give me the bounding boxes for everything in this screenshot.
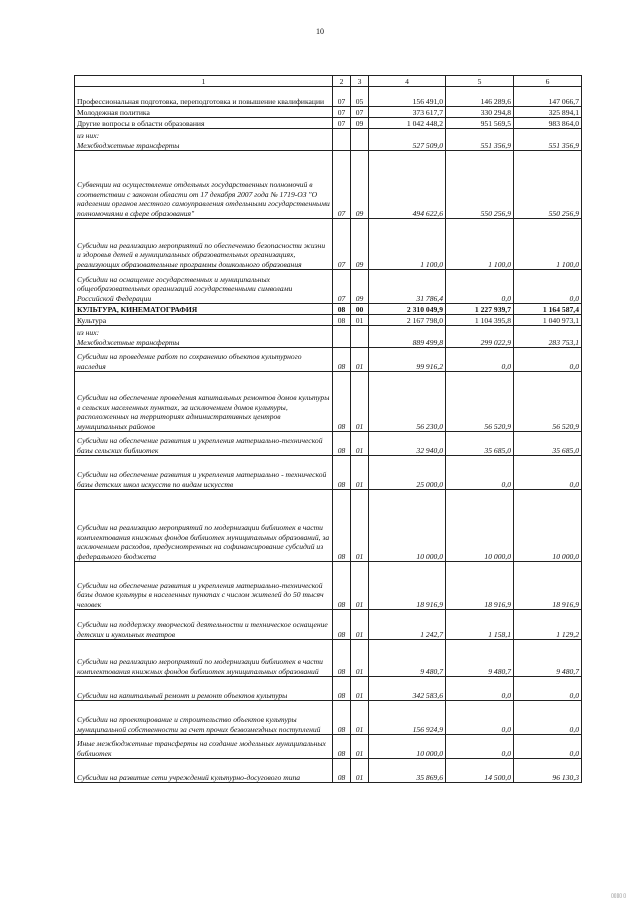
cell-name: Субсидии на реализацию мероприятий по обеспечению безопасности жизни и здоровья детей в муниципальных образовательных организациях, реализующих образовательные программы дошкольного образования	[75, 219, 333, 270]
cell-c3: 01	[351, 432, 369, 456]
cell-v5: 9 480,7	[446, 640, 514, 677]
table-row	[75, 677, 582, 701]
table-row	[75, 640, 582, 677]
cell-v5: 330 294,8	[446, 107, 514, 118]
cell-v6: 325 894,1	[514, 107, 582, 118]
cell-c2: 08	[333, 610, 351, 640]
cell-name: из них: Межбюджетные трансферты	[75, 326, 333, 348]
table-row	[75, 118, 582, 129]
cell-v4: 342 583,6	[369, 677, 446, 701]
cell-c2: 08	[333, 372, 351, 432]
cell-v6: 0,0	[514, 270, 582, 304]
cell-c2: 08	[333, 562, 351, 610]
cell-c2: 08	[333, 304, 351, 315]
cell-c3: 09	[351, 270, 369, 304]
cell-v5: 18 916,9	[446, 562, 514, 610]
cell-v6: 0,0	[514, 456, 582, 490]
cell-name: Субсидии на проектирование и строительство объектов культуры муниципальной собственности за счет прочих безвозмездных поступлений	[75, 701, 333, 735]
table-row	[75, 490, 582, 562]
cell-v4: 25 000,0	[369, 456, 446, 490]
cell-c3: 01	[351, 348, 369, 372]
cell-v6: 1 129,2	[514, 610, 582, 640]
cell-c3	[351, 129, 369, 151]
cell-v6: 9 480,7	[514, 640, 582, 677]
column-header: 6	[514, 76, 582, 87]
table-header-row	[75, 76, 582, 87]
cell-c2: 08	[333, 348, 351, 372]
cell-c3: 01	[351, 315, 369, 326]
table-row	[75, 304, 582, 315]
cell-c3	[351, 326, 369, 348]
cell-c3: 09	[351, 151, 369, 219]
cell-name: из них: Межбюджетные трансферты	[75, 129, 333, 151]
cell-c3: 01	[351, 640, 369, 677]
table-row	[75, 326, 582, 348]
cell-c2: 08	[333, 701, 351, 735]
cell-v4: 56 230,0	[369, 372, 446, 432]
cell-c2: 07	[333, 151, 351, 219]
cell-name: Культура	[75, 315, 333, 326]
cell-c2: 07	[333, 270, 351, 304]
cell-c3: 07	[351, 107, 369, 118]
cell-v6: 283 753,1	[514, 326, 582, 348]
cell-v4: 494 622,6	[369, 151, 446, 219]
cell-v4: 10 000,0	[369, 735, 446, 759]
cell-v4: 1 042 448,2	[369, 118, 446, 129]
cell-v5: 1 100,0	[446, 219, 514, 270]
cell-v6: 550 256,9	[514, 151, 582, 219]
table-row	[75, 151, 582, 219]
cell-name: Субсидии на обеспечение развития и укрепления материально - технической базы детских школ искусств по видам искусств	[75, 456, 333, 490]
cell-name: Субсидии на проведение работ по сохранению объектов культурного наследия	[75, 348, 333, 372]
table-row	[75, 348, 582, 372]
cell-c2: 08	[333, 432, 351, 456]
cell-v5: 551 356,9	[446, 129, 514, 151]
cell-v5: 299 022,9	[446, 326, 514, 348]
cell-v5: 146 289,6	[446, 87, 514, 107]
cell-c2: 08	[333, 677, 351, 701]
table-row	[75, 456, 582, 490]
cell-v5: 0,0	[446, 701, 514, 735]
cell-v5: 10 000,0	[446, 490, 514, 562]
cell-name: Иные межбюджетные трансферты на создание модельных муниципальных библиотек	[75, 735, 333, 759]
table-body	[75, 87, 582, 783]
cell-v5: 951 569,5	[446, 118, 514, 129]
cell-v5: 1 158,1	[446, 610, 514, 640]
cell-v5: 550 256,9	[446, 151, 514, 219]
cell-c3: 01	[351, 562, 369, 610]
cell-v6: 1 100,0	[514, 219, 582, 270]
cell-name: Субсидии на обеспечение проведения капитальных ремонтов домов культуры в сельских населенных пунктах, за исключением домов культуры, расположенных на территориях административных центров муниципальных районов	[75, 372, 333, 432]
cell-c2: 08	[333, 315, 351, 326]
cell-v6: 35 685,0	[514, 432, 582, 456]
table-row	[75, 129, 582, 151]
cell-v6: 551 356,9	[514, 129, 582, 151]
cell-name: КУЛЬТУРА, КИНЕМАТОГРАФИЯ	[75, 304, 333, 315]
cell-v4: 156 924,9	[369, 701, 446, 735]
table-row	[75, 701, 582, 735]
table-row	[75, 270, 582, 304]
cell-name: Субсидии на развитие сети учреждений культурно-досугового типа	[75, 759, 333, 783]
column-header: 1	[75, 76, 333, 87]
cell-c3: 01	[351, 610, 369, 640]
cell-name: Субсидии на реализацию мероприятий по модернизации библиотек в части комплектования книжных фондов библиотек муниципальных образований	[75, 640, 333, 677]
table-row	[75, 610, 582, 640]
cell-c2: 07	[333, 219, 351, 270]
cell-v4: 156 491,0	[369, 87, 446, 107]
cell-v6: 1 164 587,4	[514, 304, 582, 315]
cell-c2: 08	[333, 735, 351, 759]
cell-c3: 01	[351, 372, 369, 432]
cell-v6: 56 520,9	[514, 372, 582, 432]
table-row	[75, 735, 582, 759]
table-row	[75, 759, 582, 783]
cell-v5: 0,0	[446, 735, 514, 759]
table-row	[75, 372, 582, 432]
cell-name: Субсидии на поддержку творческой деятельности и техническое оснащение детских и кукольных театров	[75, 610, 333, 640]
cell-c2	[333, 326, 351, 348]
table-row	[75, 107, 582, 118]
cell-c3: 01	[351, 759, 369, 783]
cell-v4: 527 509,0	[369, 129, 446, 151]
budget-table	[74, 75, 582, 783]
cell-v6: 0,0	[514, 677, 582, 701]
cell-v4: 32 940,0	[369, 432, 446, 456]
cell-v5: 1 104 395,8	[446, 315, 514, 326]
cell-v6: 10 000,0	[514, 490, 582, 562]
cell-v6: 1 040 973,1	[514, 315, 582, 326]
cell-name: Молодежная политика	[75, 107, 333, 118]
cell-name: Субвенции на осуществление отдельных государственных полномочий в соответствии с законом области от 17 декабря 2007 года № 1719-ОЗ "О наделении органов местного самоуправления отдельными государственными полномочиями в сфере образования"	[75, 151, 333, 219]
cell-v6: 96 130,3	[514, 759, 582, 783]
cell-c2: 08	[333, 759, 351, 783]
cell-v5: 0,0	[446, 270, 514, 304]
cell-c2	[333, 129, 351, 151]
table-row	[75, 562, 582, 610]
cell-name: Субсидии на оснащение государственных и муниципальных общеобразовательных организаций государственными символами Российской Федерации	[75, 270, 333, 304]
cell-c2: 07	[333, 87, 351, 107]
cell-c3: 09	[351, 219, 369, 270]
table-row	[75, 432, 582, 456]
cell-v4: 35 869,6	[369, 759, 446, 783]
column-header: 4	[369, 76, 446, 87]
cell-c3: 05	[351, 87, 369, 107]
cell-v6: 0,0	[514, 348, 582, 372]
cell-v4: 889 499,8	[369, 326, 446, 348]
cell-c3: 01	[351, 490, 369, 562]
cell-v4: 373 617,7	[369, 107, 446, 118]
cell-v4: 18 916,9	[369, 562, 446, 610]
cell-name: Субсидии на реализацию мероприятий по модернизации библиотек в части комплектования книжных фондов библиотек муниципальных образований, за исключением расходов, предусмотренных на софинансирование субсидий из федерального бюджета	[75, 490, 333, 562]
cell-c2: 07	[333, 118, 351, 129]
cell-c2: 08	[333, 640, 351, 677]
cell-v4: 99 916,2	[369, 348, 446, 372]
table-row	[75, 219, 582, 270]
cell-v5: 35 685,0	[446, 432, 514, 456]
cell-v4: 9 480,7	[369, 640, 446, 677]
cell-v4: 1 100,0	[369, 219, 446, 270]
column-header: 2	[333, 76, 351, 87]
cell-v6: 983 864,0	[514, 118, 582, 129]
cell-v4: 2 310 049,9	[369, 304, 446, 315]
cell-c3: 01	[351, 677, 369, 701]
cell-v6: 147 066,7	[514, 87, 582, 107]
cell-v5: 14 500,0	[446, 759, 514, 783]
cell-c3: 01	[351, 735, 369, 759]
cell-c3: 00	[351, 304, 369, 315]
column-header: 3	[351, 76, 369, 87]
cell-c2: 08	[333, 490, 351, 562]
cell-v4: 10 000,0	[369, 490, 446, 562]
column-header: 5	[446, 76, 514, 87]
page-number: 10	[316, 27, 324, 36]
cell-v6: 0,0	[514, 701, 582, 735]
footer-mark: ▯▯▯▯ ▯	[610, 894, 626, 899]
cell-v5: 1 227 939,7	[446, 304, 514, 315]
cell-c3: 09	[351, 118, 369, 129]
cell-name: Субсидии на капитальный ремонт и ремонт объектов культуры	[75, 677, 333, 701]
cell-c3: 01	[351, 456, 369, 490]
cell-v5: 0,0	[446, 456, 514, 490]
cell-name: Субсидии на обеспечение развития и укрепления материально-технической базы домов культуры в населенных пунктах с числом жителей до 50 тысяч человек	[75, 562, 333, 610]
cell-v4: 31 786,4	[369, 270, 446, 304]
cell-name: Профессиональная подготовка, переподготовка и повышение квалификации	[75, 87, 333, 107]
table-row	[75, 315, 582, 326]
cell-v6: 18 916,9	[514, 562, 582, 610]
cell-name: Другие вопросы в области образования	[75, 118, 333, 129]
cell-v5: 56 520,9	[446, 372, 514, 432]
cell-v6: 0,0	[514, 735, 582, 759]
cell-c3: 01	[351, 701, 369, 735]
cell-v5: 0,0	[446, 348, 514, 372]
cell-c2: 07	[333, 107, 351, 118]
table-row	[75, 87, 582, 107]
cell-v4: 1 242,7	[369, 610, 446, 640]
cell-c2: 08	[333, 456, 351, 490]
cell-v5: 0,0	[446, 677, 514, 701]
cell-v4: 2 167 798,0	[369, 315, 446, 326]
cell-name: Субсидии на обеспечение развития и укрепления материально-технической базы сельских библиотек	[75, 432, 333, 456]
